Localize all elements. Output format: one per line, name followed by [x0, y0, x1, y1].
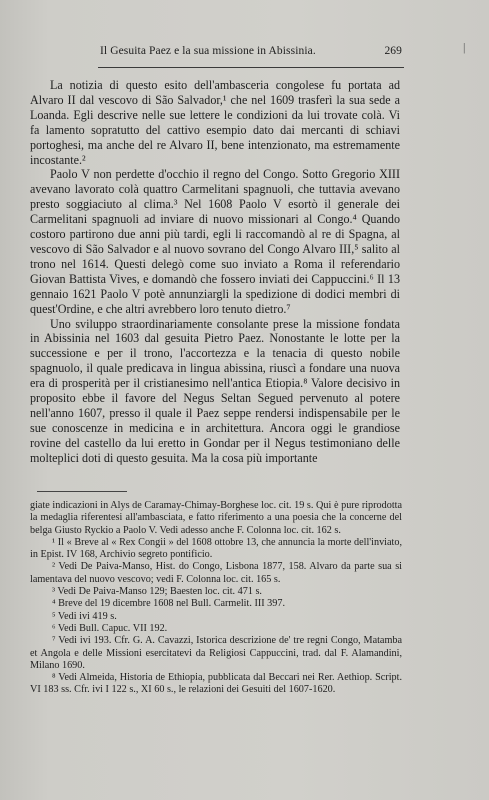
- paragraph: Uno sviluppo straordinariamente consolante prese la missione fondata in Abissinia nel 1603 dal gesuita Pietro Paez. Nonostante le lotte per la successione e per il trono, l'accortezza e la tenacia di questo nobile spagnuolo, il quale predicava in lingua abissina, riuscì a fondare una nuova era di prosperità per il cristianesimo nell'antica Etiopia.⁸ Valore decisivo in proposito ebbe il favore del Negus Seltan Segued pervenuto al potere nell'anno 1607, presso il quale il Paez seppe rendersi indispensabile per le sue conoscenze in medicina e in architettura. Ancora oggi le grandiose rovine del castello da lui eretto in Gondar per il Negus testimoniano delle molteplici doti di questo gesuita. Ma la cosa più importante: [30, 316, 400, 465]
- footnote: ⁷ Vedi ivi 193. Cfr. G. A. Cavazzi, Istorica descrizione de' tre regni Congo, Matamba et Angola e delle Missioni esercitatevi da Religiosi Cappuccini, trad. dal F. Alamandini, Milano 1690.: [30, 635, 402, 671]
- running-title: Il Gesuita Paez e la sua missione in Abissinia.: [100, 45, 316, 57]
- body-text: [30, 78, 400, 466]
- footnote-rule: [37, 491, 127, 492]
- footnote: ⁵ Vedi ivi 419 s.: [52, 610, 117, 622]
- footnote: ⁸ Vedi Almeida, Historia de Ethiopia, pubblicata dal Beccari nei Rer. Aethiop. Script. VI 183 ss. Cfr. ivi I 122 s., XI 60 s., le relazioni dei Gesuiti del 1607-1620.: [30, 672, 402, 696]
- footnote: ⁶ Vedi Bull. Capuc. VII 192.: [52, 622, 168, 634]
- page-number: 269: [384, 45, 402, 57]
- paragraph: La notizia di questo esito dell'ambasceria congolese fu portata ad Alvaro II dal vescovo di São Salvador,¹ che nel 1609 trasferì la sua sede a Loanda. Egli descrive nelle sue lettere le condizioni da lui trovate colà. Vi fa lamento sopratutto del cattivo esempio dato dai mercanti di schiavi portoghesi, ma anche del re Alvaro II, bene intenzionato, ma estremamente incostante.²: [30, 78, 400, 167]
- footnote: ² Vedi De Paiva-Manso, Hist. do Congo, Lisbona 1877, 158. Alvaro da parte sua si lamentava del nuovo vescovo; vedi F. Colonna loc. cit. 165 s.: [30, 561, 402, 585]
- margin-mark: |: [463, 40, 466, 54]
- footnote: ¹ Il « Breve al « Rex Congii » del 1608 ottobre 13, che annuncia la morte dell'inviato, in Epist. IV 168, Archivio segreto pontificio.: [30, 536, 402, 561]
- running-header: [100, 45, 402, 57]
- header-rule: [98, 67, 404, 68]
- footnote: ⁴ Breve del 19 dicembre 1608 nel Bull. Carmelit. III 397.: [52, 598, 285, 610]
- paragraph: Paolo V non perdette d'occhio il regno del Congo. Sotto Gregorio XIII avevano lavorato colà quattro Carmelitani spagnuoli, che tuttavia avevano presto soggiaciuto al clima.³ Nel 1608 Paolo V esortò il generale dei Carmelitani spagnuoli ad inviare di nuovo missionari al Congo.⁴ Quando costoro partirono due anni più tardi, egli li raccomandò al re di Spagna, al vescovo di São Salvador e al nuovo sovrano del Congo Alvaro III,⁵ salito al trono nel 1614. Questi delegò come suo inviato a Roma il referendario Giovan Battista Vives, e domandò che fossero inviati dei Cappuccini.⁶ Il 13 gennaio 1621 Paolo V potè annunziargli la spedizione di dodici membri di quest'Ordine, e che altri avrebbero loro tenuto dietro.⁷: [30, 167, 400, 316]
- footnote-continuation: giate indicazioni in Alys de Caramay-Chimay-Borghese loc. cit. 19 s. Qui è pure riprodotta la medaglia riferentesi all'ambasciata, e fatto riferimento a una poesia che la concerne del belga Giusto Ryckio a Paolo V. Vedi adesso anche F. Colonna loc. cit. 162 s.: [30, 500, 402, 536]
- footnote: ³ Vedi De Paiva-Manso 129; Baesten loc. cit. 471 s.: [52, 586, 262, 598]
- footnotes: [30, 500, 402, 697]
